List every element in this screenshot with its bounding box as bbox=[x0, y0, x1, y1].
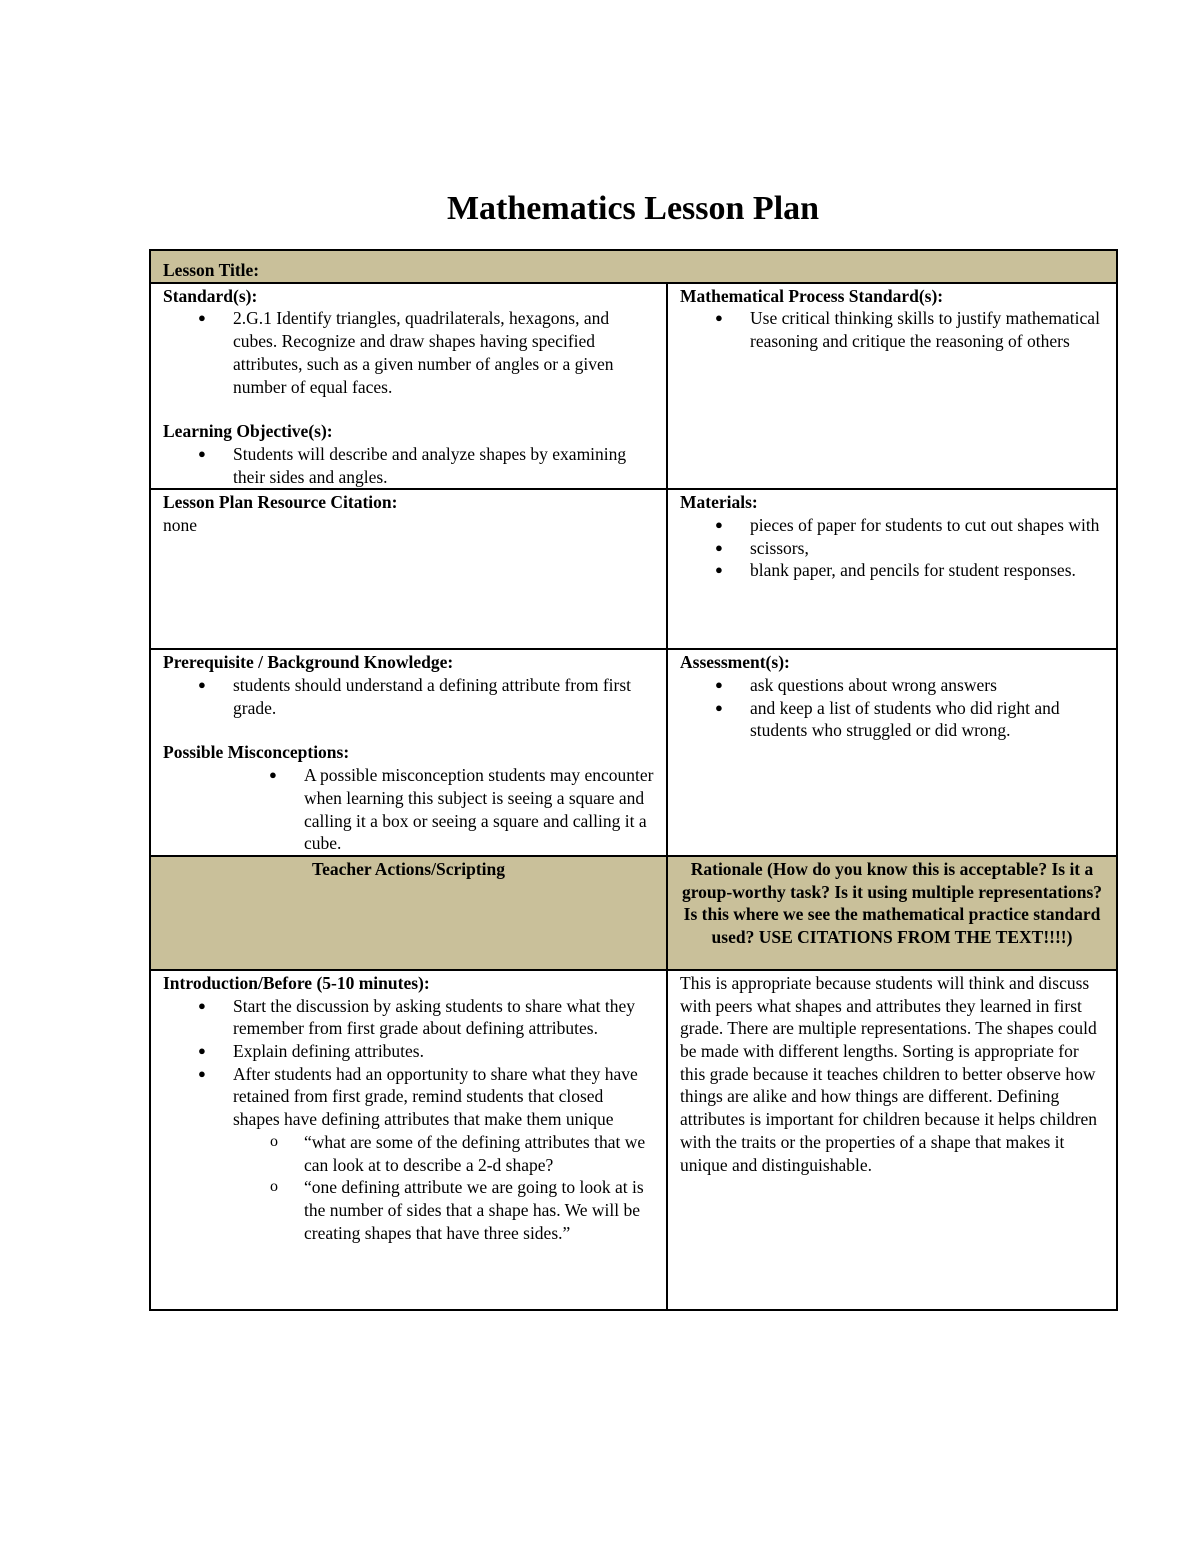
list-item: ● blank paper, and pencils for student responses. bbox=[750, 559, 1104, 582]
materials-label: Materials: bbox=[680, 492, 758, 513]
assessments-list bbox=[680, 674, 1104, 742]
teacher-actions-header-cell bbox=[150, 856, 667, 970]
standards-cell bbox=[150, 283, 667, 490]
list-item: ● Students will describe and analyze shapes by examining their sides and angles. bbox=[233, 443, 654, 488]
learning-objectives-list bbox=[163, 443, 654, 488]
list-item: o “one defining attribute we are going to look at is the number of sides that a shape has. We will be creating shapes that have three sides.” bbox=[304, 1176, 654, 1244]
process-standards-list bbox=[680, 307, 1104, 352]
list-item: ● pieces of paper for students to cut out shapes with bbox=[750, 514, 1104, 537]
list-item: o “what are some of the defining attributes that we can look at to describe a 2-d shape? bbox=[304, 1131, 654, 1176]
standards-label: Standard(s): bbox=[163, 285, 258, 306]
list-item: ● Use critical thinking skills to justify mathematical reasoning and critique the reasoning of others bbox=[750, 307, 1104, 352]
resource-citation-label: Lesson Plan Resource Citation: bbox=[163, 492, 398, 513]
rationale-header-cell bbox=[667, 856, 1117, 970]
resource-citation-value: none bbox=[163, 515, 198, 536]
introduction-sublist bbox=[163, 1131, 654, 1245]
introduction-label: Introduction/Before (5-10 minutes): bbox=[163, 972, 430, 993]
introduction-rationale: This is appropriate because students will think and discuss with peers what shapes and attributes they learned in first grade. There are multiple representations. The shapes could be made with different lengths. Sorting is appropriate for this grade because it teaches children to better observe how things are alike and how things are different. Defining attributes is important for children because it helps children with the traits or the properties of a shape that makes it unique and distinguishable. bbox=[680, 972, 1097, 1175]
materials-list bbox=[680, 514, 1104, 582]
list-item: ● 2.G.1 Identify triangles, quadrilaterals, hexagons, and cubes. Recognize and draw shapes having specified attributes, such as a given number of angles or a given number of equal faces. bbox=[233, 307, 654, 398]
list-item: ● ask questions about wrong answers bbox=[750, 674, 1104, 697]
process-standards-label: Mathematical Process Standard(s): bbox=[680, 285, 944, 306]
assessments-cell bbox=[667, 649, 1117, 856]
list-item: ● scissors, bbox=[750, 537, 1104, 560]
learning-objectives-label: Learning Objective(s): bbox=[163, 421, 333, 442]
resource-citation-cell bbox=[150, 489, 667, 649]
lesson-title-label: Lesson Title: bbox=[163, 260, 260, 280]
introduction-cell bbox=[150, 970, 667, 1310]
assessments-label: Assessment(s): bbox=[680, 652, 790, 673]
list-item: ● Start the discussion by asking students to share what they remember from first grade about defining attributes. bbox=[233, 995, 654, 1040]
misconceptions-list bbox=[163, 764, 654, 855]
misconceptions-label: Possible Misconceptions: bbox=[163, 742, 350, 763]
teacher-actions-header: Teacher Actions/Scripting bbox=[312, 858, 505, 879]
list-item: ● After students had an opportunity to share what they have retained from first grade, remind students that closed shapes have defining attributes that make them unique bbox=[233, 1063, 654, 1131]
list-item: ● Explain defining attributes. bbox=[233, 1040, 654, 1063]
list-item: ● students should understand a defining attribute from first grade. bbox=[233, 674, 654, 719]
introduction-list bbox=[163, 995, 654, 1131]
standards-list bbox=[163, 307, 654, 398]
rationale-header: Rationale (How do you know this is acceptable? Is it a group-worthy task? Is it using multiple representations? Is this where we see the mathematical practice standard used? USE CITATIONS FROM THE TEXT!!!!) bbox=[681, 858, 1103, 948]
prerequisite-list bbox=[163, 674, 654, 719]
lesson-plan-table bbox=[149, 249, 1118, 1311]
list-item: ● A possible misconception students may encounter when learning this subject is seeing a square and calling it a box or seeing a square and calling it a cube. bbox=[304, 764, 654, 855]
process-standards-cell bbox=[667, 283, 1117, 490]
lesson-title-cell bbox=[150, 250, 1117, 283]
introduction-rationale-cell bbox=[667, 970, 1117, 1310]
materials-cell bbox=[667, 489, 1117, 649]
prerequisite-cell bbox=[150, 649, 667, 856]
document-title: Mathematics Lesson Plan bbox=[446, 190, 820, 227]
prerequisite-label: Prerequisite / Background Knowledge: bbox=[163, 652, 454, 673]
list-item: ● and keep a list of students who did right and students who struggled or did wrong. bbox=[750, 697, 1104, 742]
